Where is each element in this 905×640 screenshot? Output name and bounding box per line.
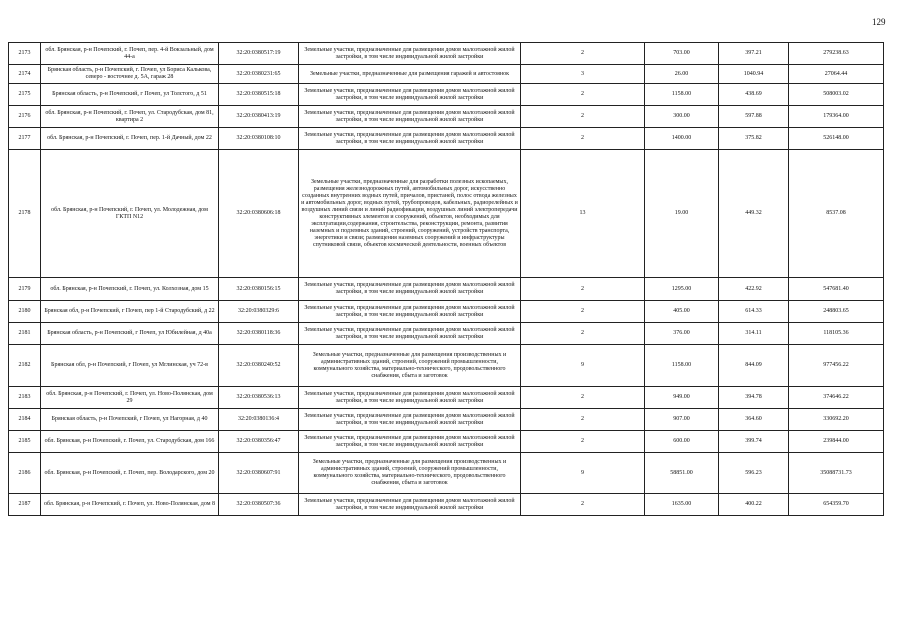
cadastral-value-cell: 374646.22 <box>789 387 884 409</box>
table-row <box>9 494 884 516</box>
cadastral-number-cell: 32:20:0380108:10 <box>219 128 299 150</box>
cadastral-number-cell: 32:20:0380517:19 <box>219 43 299 65</box>
row-number-cell: 2184 <box>9 409 41 431</box>
cadastral-number-cell: 32:20:0380240:52 <box>219 345 299 387</box>
table-row <box>9 106 884 128</box>
row-number-cell: 2174 <box>9 65 41 84</box>
specific-value-cell: 375.82 <box>719 128 789 150</box>
area-cell: 58851.00 <box>645 453 719 494</box>
specific-value-cell: 597.88 <box>719 106 789 128</box>
table-row <box>9 409 884 431</box>
table-row <box>9 387 884 409</box>
group-number-cell: 2 <box>521 431 645 453</box>
cadastral-number-cell: 32:20:0380356:47 <box>219 431 299 453</box>
cadastral-number-cell: 32:20:0380329:6 <box>219 301 299 323</box>
specific-value-cell: 422.92 <box>719 278 789 301</box>
group-number-cell: 2 <box>521 323 645 345</box>
table-row <box>9 43 884 65</box>
cadastral-number-cell: 32:20:0380515:18 <box>219 84 299 106</box>
cadastral-value-cell: 35088731.73 <box>789 453 884 494</box>
address-cell: Брянская обл, р-н Почепский, г Почеп, ул Мглинская, уч 72-в <box>41 345 219 387</box>
table-row <box>9 431 884 453</box>
row-number-cell: 2175 <box>9 84 41 106</box>
land-use-cell: Земельные участки, предназначенные для разработки полезных ископаемых, размещения железнодорожных путей, автомобильных дорог, искусственно созданных внутренних водных путей, причалов, пристаней, полос отвода железных и автомобильных дорог, водных путей, трубопроводов, кабельных, радиорелейных и воздушных линий связи и линий радиофикации, воздушных линий электропередачи конструктивных элементов и сооружений, объектов, необходимых для эксплуатации,содержания, строительства, реконструкции, ремонта, развития наземных и подземных зданий, строений, сооружений, устройств транспорта, энергетики и связи; размещения наземных сооружений и инфраструктуры спутниковой связи, объектов космической деятельности, военных объектов <box>299 150 521 278</box>
land-use-cell: Земельные участки, предназначенные для размещения домов малоэтажной жилой застройки, в том числе индивидуальной жилой застройки <box>299 301 521 323</box>
row-number-cell: 2177 <box>9 128 41 150</box>
address-cell: Брянская область, р-н Почепский, г Почеп, ул Юбилейная, д 40а <box>41 323 219 345</box>
address-cell: обл. Брянская, р-н Почепский, г. Почеп, пер. 1-й Дачный, дом 22 <box>41 128 219 150</box>
address-cell: Брянская область, р-н Почепский, г Почеп, ул Толстого, д 51 <box>41 84 219 106</box>
land-use-cell: Земельные участки, предназначенные для размещения гаражей и автостоянок <box>299 65 521 84</box>
area-cell: 300.00 <box>645 106 719 128</box>
cadastral-number-cell: 32:20:0380507:36 <box>219 494 299 516</box>
specific-value-cell: 614.33 <box>719 301 789 323</box>
area-cell: 19.00 <box>645 150 719 278</box>
cadastral-value-cell: 179364.00 <box>789 106 884 128</box>
specific-value-cell: 394.78 <box>719 387 789 409</box>
group-number-cell: 2 <box>521 387 645 409</box>
specific-value-cell: 596.23 <box>719 453 789 494</box>
cadastral-number-cell: 32:20:0380606:18 <box>219 150 299 278</box>
area-cell: 405.00 <box>645 301 719 323</box>
area-cell: 26.00 <box>645 65 719 84</box>
specific-value-cell: 844.09 <box>719 345 789 387</box>
address-cell: обл. Брянская, р-н Почепский, г. Почеп, ул. Молодежная, дом ГКТП N12 <box>41 150 219 278</box>
row-number-cell: 2186 <box>9 453 41 494</box>
cadastral-number-cell: 32:20:0380231:65 <box>219 65 299 84</box>
cadastral-number-cell: 32:20:0380607:91 <box>219 453 299 494</box>
group-number-cell: 2 <box>521 301 645 323</box>
address-cell: обл. Брянская, р-н Почепский, г. Почеп, ул. Колхозная, дом 15 <box>41 278 219 301</box>
row-number-cell: 2179 <box>9 278 41 301</box>
land-use-cell: Земельные участки, предназначенные для размещения домов малоэтажной жилой застройки, в том числе индивидуальной жилой застройки <box>299 84 521 106</box>
group-number-cell: 2 <box>521 106 645 128</box>
group-number-cell: 13 <box>521 150 645 278</box>
table-row <box>9 323 884 345</box>
row-number-cell: 2187 <box>9 494 41 516</box>
area-cell: 376.00 <box>645 323 719 345</box>
area-cell: 1400.00 <box>645 128 719 150</box>
specific-value-cell: 397.21 <box>719 43 789 65</box>
row-number-cell: 2182 <box>9 345 41 387</box>
address-cell: Брянская область, р-н Почепский, г Почеп, ул Нагорная, д 40 <box>41 409 219 431</box>
row-number-cell: 2176 <box>9 106 41 128</box>
land-use-cell: Земельные участки, предназначенные для размещения домов малоэтажной жилой застройки, в том числе индивидуальной жилой застройки <box>299 106 521 128</box>
row-number-cell: 2185 <box>9 431 41 453</box>
cadastral-value-cell: 547681.40 <box>789 278 884 301</box>
cadastral-value-cell: 248803.65 <box>789 301 884 323</box>
row-number-cell: 2181 <box>9 323 41 345</box>
land-use-cell: Земельные участки, предназначенные для размещения домов малоэтажной жилой застройки, в том числе индивидуальной жилой застройки <box>299 409 521 431</box>
cadastral-value-cell: 118105.36 <box>789 323 884 345</box>
cadastral-number-cell: 32:20:0380118:36 <box>219 323 299 345</box>
page-number: 129 <box>872 17 886 27</box>
specific-value-cell: 400.22 <box>719 494 789 516</box>
group-number-cell: 2 <box>521 128 645 150</box>
cadastral-number-cell: 32:20:0380136:4 <box>219 409 299 431</box>
row-number-cell: 2180 <box>9 301 41 323</box>
land-use-cell: Земельные участки, предназначенные для размещения домов малоэтажной жилой застройки, в том числе индивидуальной жилой застройки <box>299 323 521 345</box>
cadastral-value-cell: 27064.44 <box>789 65 884 84</box>
address-cell: Брянская обл, р-н Почепский, г Почеп, пер 1-й Стародубский, д 22 <box>41 301 219 323</box>
area-cell: 907.00 <box>645 409 719 431</box>
area-cell: 1295.00 <box>645 278 719 301</box>
cadastral-number-cell: 32:20:0380413:19 <box>219 106 299 128</box>
cadastral-value-table <box>8 42 884 516</box>
address-cell: обл. Брянская, р-н Почепский, г. Почеп, пер. Володарского, дом 20 <box>41 453 219 494</box>
area-cell: 1158.00 <box>645 345 719 387</box>
address-cell: обл. Брянская, р-н Почепский, г. Почеп, пер. 4-й Вокзальный, дом 44-а <box>41 43 219 65</box>
land-use-cell: Земельные участки, предназначенные для размещения домов малоэтажной жилой застройки, в том числе индивидуальной жилой застройки <box>299 387 521 409</box>
area-cell: 1158.00 <box>645 84 719 106</box>
address-cell: обл. Брянская, р-н Почепский, г. Почеп, ул. Стародубская, дом 81, квартира 2 <box>41 106 219 128</box>
address-cell: обл. Брянская, р-н Почепский, г. Почеп, ул. Ново-Полянская, дом 8 <box>41 494 219 516</box>
table-row <box>9 301 884 323</box>
cadastral-value-cell: 654359.70 <box>789 494 884 516</box>
land-use-cell: Земельные участки, предназначенные для размещения домов малоэтажной жилой застройки, в том числе индивидуальной жилой застройки <box>299 494 521 516</box>
specific-value-cell: 314.11 <box>719 323 789 345</box>
cadastral-value-cell: 330692.20 <box>789 409 884 431</box>
cadastral-value-cell: 239844.00 <box>789 431 884 453</box>
address-cell: Брянская область, р-н Почепский, г. Почеп, ул Бориса Калькова, северо - восточнее д. 5А, гараж 28 <box>41 65 219 84</box>
specific-value-cell: 364.60 <box>719 409 789 431</box>
table-body <box>9 43 884 516</box>
address-cell: обл. Брянская, р-н Почепский, г. Почеп, ул. Ново-Полянская, дом 29 <box>41 387 219 409</box>
area-cell: 703.00 <box>645 43 719 65</box>
area-cell: 600.00 <box>645 431 719 453</box>
row-number-cell: 2183 <box>9 387 41 409</box>
land-use-cell: Земельные участки, предназначенные для размещения производственных и административных зданий, строений, сооружений промышленности, коммунального хозяйства, материально-технического, продовольственного снабжения, сбыта и заготовок <box>299 345 521 387</box>
land-use-cell: Земельные участки, предназначенные для размещения домов малоэтажной жилой застройки, в том числе индивидуальной жилой застройки <box>299 43 521 65</box>
land-use-cell: Земельные участки, предназначенные для размещения домов малоэтажной жилой застройки, в том числе индивидуальной жилой застройки <box>299 128 521 150</box>
table-row <box>9 65 884 84</box>
table-row <box>9 453 884 494</box>
cadastral-value-cell: 526148.00 <box>789 128 884 150</box>
group-number-cell: 2 <box>521 84 645 106</box>
table-row <box>9 84 884 106</box>
table-row <box>9 278 884 301</box>
group-number-cell: 2 <box>521 494 645 516</box>
cadastral-value-cell: 8537.08 <box>789 150 884 278</box>
land-use-cell: Земельные участки, предназначенные для размещения домов малоэтажной жилой застройки, в том числе индивидуальной жилой застройки <box>299 278 521 301</box>
address-cell: обл. Брянская, р-н Почепский, г. Почеп, ул. Стародубская, дом 166 <box>41 431 219 453</box>
group-number-cell: 2 <box>521 278 645 301</box>
table-row <box>9 345 884 387</box>
cadastral-value-cell: 279238.63 <box>789 43 884 65</box>
group-number-cell: 2 <box>521 43 645 65</box>
cadastral-value-cell: 977456.22 <box>789 345 884 387</box>
cadastral-number-cell: 32:20:0380156:15 <box>219 278 299 301</box>
cadastral-number-cell: 32:20:0380536:13 <box>219 387 299 409</box>
specific-value-cell: 1040.94 <box>719 65 789 84</box>
row-number-cell: 2178 <box>9 150 41 278</box>
area-cell: 1635.00 <box>645 494 719 516</box>
group-number-cell: 3 <box>521 65 645 84</box>
land-use-cell: Земельные участки, предназначенные для размещения домов малоэтажной жилой застройки, в том числе индивидуальной жилой застройки <box>299 431 521 453</box>
group-number-cell: 9 <box>521 453 645 494</box>
group-number-cell: 9 <box>521 345 645 387</box>
land-use-cell: Земельные участки, предназначенные для размещения производственных и административных зданий, строений, сооружений промышленности, коммунального хозяйства, материально-технического, продовольственного снабжения, сбыта и заготовок <box>299 453 521 494</box>
area-cell: 949.00 <box>645 387 719 409</box>
group-number-cell: 2 <box>521 409 645 431</box>
row-number-cell: 2173 <box>9 43 41 65</box>
table-row <box>9 128 884 150</box>
specific-value-cell: 438.69 <box>719 84 789 106</box>
table-row <box>9 150 884 278</box>
specific-value-cell: 399.74 <box>719 431 789 453</box>
cadastral-value-cell: 508003.02 <box>789 84 884 106</box>
specific-value-cell: 449.32 <box>719 150 789 278</box>
